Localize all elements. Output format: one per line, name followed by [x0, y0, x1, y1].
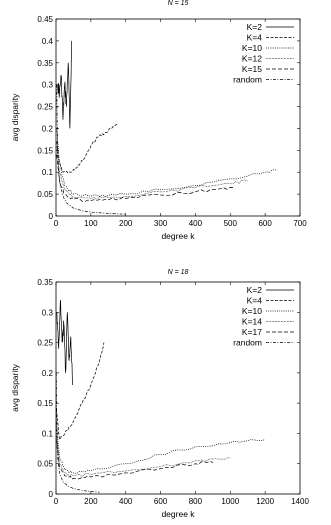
y-tick-label: 0.2	[41, 124, 53, 134]
legend-label: random	[233, 74, 262, 85]
legend-label: K=10	[241, 43, 262, 53]
y-tick-label: 0.25	[37, 338, 53, 348]
chart-n18	[0, 262, 331, 524]
plot-frame	[56, 19, 300, 216]
x-tick-label: 500	[223, 219, 237, 228]
x-tick-label: 300	[153, 219, 168, 228]
y-tick-label: 0.2	[41, 368, 53, 378]
series-line-k-17	[56, 440, 213, 480]
legend-label: K=15	[241, 64, 262, 74]
y-axis-label: avg disparity	[10, 93, 20, 142]
y-tick-label: 0.4	[41, 36, 53, 46]
legend-label: K=4	[246, 295, 262, 306]
legend-label: K=10	[241, 306, 262, 316]
x-tick-label: 400	[188, 219, 203, 228]
y-axis-label: avg disparity	[10, 364, 20, 412]
series-line-k-4	[57, 124, 117, 173]
series-line-k-4	[56, 343, 104, 440]
x-tick-label: 200	[84, 497, 98, 506]
y-tick-label: 0.15	[37, 399, 53, 409]
y-tick-label: 0.1	[41, 429, 53, 439]
y-tick-label: 0.05	[37, 459, 53, 469]
y-tick-label: 0	[48, 490, 53, 499]
x-tick-label: 600	[258, 219, 272, 228]
x-tick-label: 0	[53, 497, 59, 506]
series-line-k-15	[57, 155, 234, 202]
series-line-k-12	[57, 146, 248, 199]
series-line-k-10	[56, 421, 265, 474]
x-tick-label: 700	[293, 219, 307, 228]
legend-label: random	[233, 337, 262, 348]
x-tick-label: 800	[188, 497, 203, 506]
chart-n18-svg	[0, 262, 331, 524]
y-tick-label: 0	[48, 212, 53, 221]
chart-n15	[0, 0, 331, 262]
series-line-random	[57, 85, 126, 215]
y-tick-label: 0.45	[37, 15, 53, 24]
x-tick-label: 1000	[221, 497, 240, 506]
y-tick-label: 0.25	[37, 102, 53, 112]
y-tick-label: 0.05	[37, 190, 53, 200]
plot-frame	[56, 282, 300, 494]
x-tick-label: 1400	[291, 497, 309, 506]
series-line-k-14	[56, 433, 230, 476]
y-tick-label: 0.3	[41, 308, 53, 318]
x-tick-label: 400	[119, 497, 133, 506]
x-tick-label: 600	[153, 497, 168, 506]
chart-title: N = 15	[167, 0, 189, 7]
chart-title: N = 18	[167, 269, 189, 276]
y-tick-label: 0.35	[37, 58, 53, 68]
legend-label: K=14	[241, 316, 262, 327]
chart-n15-svg	[0, 0, 331, 262]
legend-label: K=2	[246, 22, 262, 32]
legend-label: K=12	[241, 53, 262, 64]
y-tick-label: 0.35	[37, 278, 53, 287]
series-line-k-2	[57, 300, 73, 385]
x-tick-label: 200	[119, 219, 133, 228]
y-tick-label: 0.3	[41, 80, 53, 90]
legend-label: K=4	[246, 32, 262, 43]
y-tick-label: 0.1	[41, 168, 53, 178]
x-tick-label: 1200	[256, 497, 275, 506]
x-tick-label: 100	[84, 219, 98, 228]
y-tick-label: 0.15	[37, 146, 53, 156]
legend-label: K=2	[246, 285, 262, 295]
series-line-k-10	[57, 128, 278, 196]
legend-label: K=17	[241, 327, 262, 337]
x-axis-label: degree k	[161, 509, 195, 519]
x-axis-label: degree k	[161, 231, 195, 241]
x-tick-label: 0	[53, 219, 59, 228]
series-line-k-2	[58, 41, 72, 128]
